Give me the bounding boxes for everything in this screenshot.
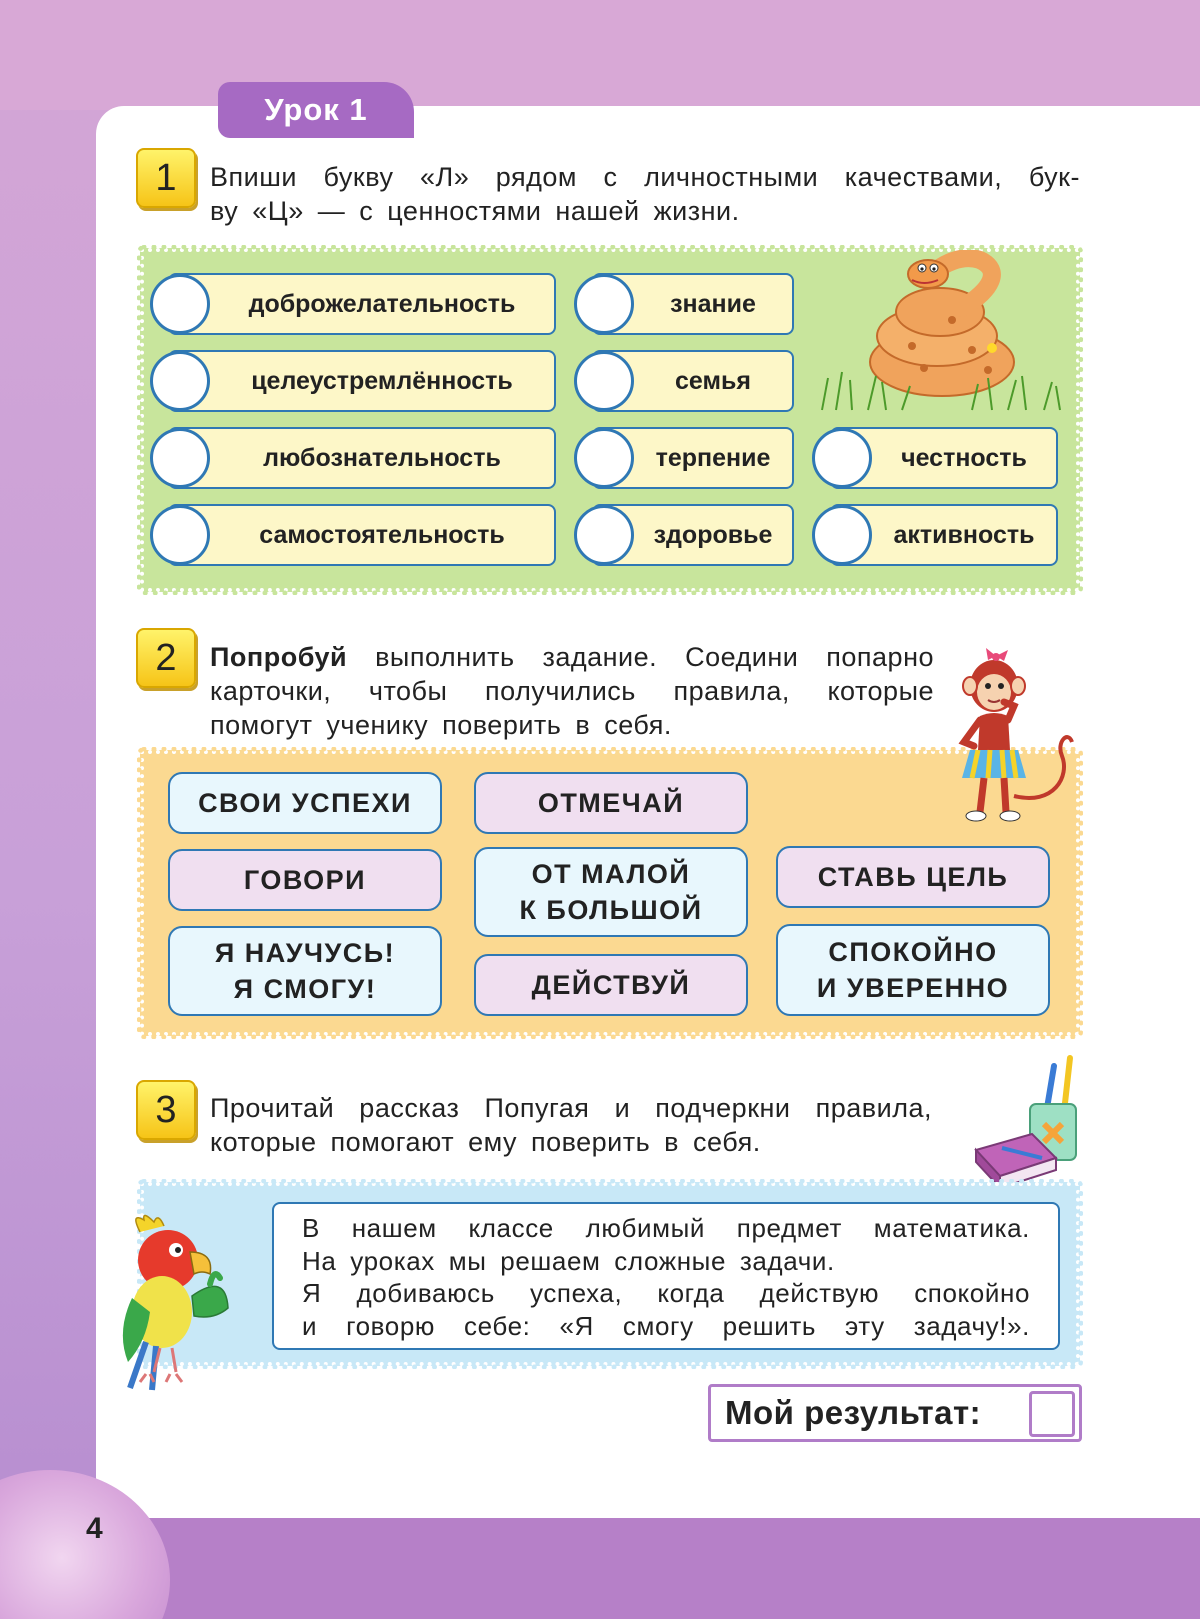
quality-label: целеустремлённость [251,366,513,395]
quality-label: знание [670,289,756,318]
quality-label: семья [675,366,751,395]
quality-pill [168,427,556,489]
quality-label: терпение [655,443,771,472]
task3-instruction-line: Прочитай рассказ Попугая и подчеркни правила, [210,1093,932,1123]
quality-pill [592,504,794,566]
rule-card-text: К БОЛЬШОЙ [519,895,703,925]
snake-illustration [812,250,1068,414]
quality-pill [592,273,794,335]
rule-card[interactable] [168,849,442,911]
result-checkbox[interactable] [1029,1391,1075,1437]
rule-card[interactable] [776,846,1050,908]
answer-circle[interactable] [150,274,210,334]
task2-instruction-line: карточки, чтобы получились правила, которые [210,676,934,706]
task3-instruction [210,1091,932,1159]
bottom-band [0,1518,1200,1619]
rule-card[interactable] [474,954,748,1016]
lesson-tab: Урок 1 [218,82,414,138]
answer-circle[interactable] [574,505,634,565]
task2-instruction-text: выполнить задание. Соедини попарно [347,642,934,672]
rule-card-text: И УВЕРЕННО [816,973,1010,1003]
top-band [0,0,1200,110]
quality-pill [830,504,1058,566]
rule-card[interactable] [474,847,748,937]
task3-number: 3 [136,1080,196,1140]
quality-pill [592,427,794,489]
quality-label: здоровье [653,520,773,549]
quality-pill [168,350,556,412]
answer-circle[interactable] [150,428,210,488]
answer-circle[interactable] [812,428,872,488]
rule-card[interactable] [474,772,748,834]
quality-label: честность [901,443,1027,472]
monkey-illustration [944,646,1080,832]
task2-number: 2 [136,628,196,688]
quality-pill [168,273,556,335]
rule-card-text: СПОКОЙНО [828,937,998,967]
answer-circle[interactable] [812,505,872,565]
task1-number: 1 [136,148,196,208]
rule-card[interactable] [168,772,442,834]
story-line: Я добиваюсь успеха, когда действую спокойно [302,1278,1030,1308]
rule-card-text: СВОИ УСПЕХИ [198,788,412,818]
quality-label: самостоятельность [259,520,505,549]
rule-card-text: ГОВОРИ [243,865,367,895]
story-line: На уроках мы решаем сложные задачи. [302,1245,835,1276]
result-label: Мой результат: [725,1394,982,1431]
rule-card[interactable] [776,924,1050,1016]
answer-circle[interactable] [574,428,634,488]
task1-instruction-line: Впиши букву «Л» рядом с личностными качествами, бук- [210,162,1080,192]
rule-card-text: СТАВЬ ЦЕЛЬ [817,862,1009,892]
story-line: и говорю себе: «Я смогу решить эту задачу!». [302,1310,1030,1341]
quality-label: доброжелательность [248,289,516,318]
quality-pill [168,504,556,566]
result-box [708,1384,1082,1442]
rule-card-text: ДЕЙСТВУЙ [531,970,691,1000]
rule-card-text: ОТ МАЛОЙ [531,859,691,889]
rule-card-text: Я СМОГУ! [233,974,377,1004]
answer-circle[interactable] [574,351,634,411]
rule-card[interactable] [168,926,442,1016]
task1-instruction [210,160,1080,228]
task2-bold-word: Попробуй [210,642,348,672]
answer-circle[interactable] [150,351,210,411]
quality-pill [830,427,1058,489]
task1-instruction-line: ву «Ц» — с ценностями нашей жизни. [210,196,740,226]
parrot-story [272,1202,1060,1350]
pencil-cup-illustration [972,1054,1088,1190]
parrot-illustration [110,1212,256,1392]
page-number: 4 [86,1512,103,1545]
task2-instruction-line [210,640,934,674]
quality-pill [592,350,794,412]
story-line: В нашем классе любимый предмет математика. [302,1213,1030,1243]
quality-label: любознательность [263,443,501,472]
quality-label: активность [893,520,1035,549]
task2-instruction-line: помогут ученику поверить в себя. [210,710,672,740]
task2-instruction [210,640,934,742]
answer-circle[interactable] [150,505,210,565]
task3-instruction-line: которые помогают ему поверить в себя. [210,1127,761,1157]
rule-card-text: Я НАУЧУСЬ! [214,938,396,968]
answer-circle[interactable] [574,274,634,334]
rule-card-text: ОТМЕЧАЙ [537,788,685,818]
